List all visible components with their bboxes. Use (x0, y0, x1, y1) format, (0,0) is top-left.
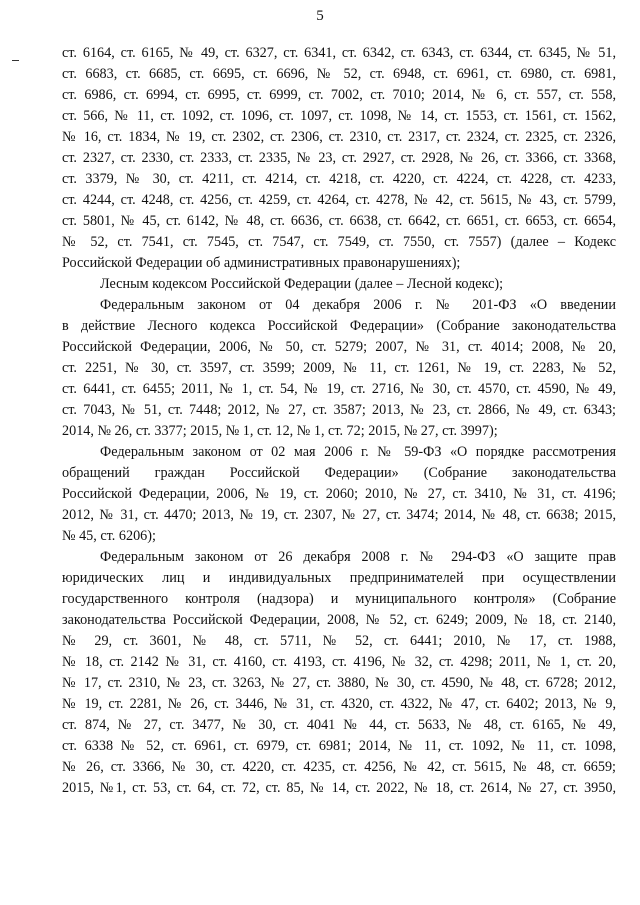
text-line: в действие Лесного кодекса Российской Федерации» (Собрание законодательства (62, 318, 616, 334)
text-line: ст. 6164, ст. 6165, № 49, ст. 6327, ст. 6341, ст. 6342, ст. 6343, ст. 6344, ст. 6345, № 51, (62, 45, 616, 61)
text-line: ст. 874, № 27, ст. 3477, № 30, ст. 4041 № 44, ст. 5633, № 48, ст. 6165, № 49, (62, 717, 616, 733)
page-number: 5 (316, 8, 324, 24)
text-line: ст. 566, № 11, ст. 1092, ст. 1096, ст. 1097, ст. 1098, № 14, ст. 1553, ст. 1561, ст. 1562, (62, 108, 616, 124)
text-line: № 19, ст. 2281, № 26, ст. 3446, № 31, ст. 4320, ст. 4322, № 47, ст. 6402; 2013, № 9, (62, 696, 616, 712)
text-line: ст. 6986, ст. 6994, ст. 6995, ст. 6999, ст. 7002, ст. 7010; 2014, № 6, ст. 557, ст. 558, (62, 87, 616, 103)
text-line: № 18, ст. 2142 № 31, ст. 4160, ст. 4193, ст. 4196, № 32, ст. 4298; 2011, № 1, ст. 20, (62, 654, 616, 670)
text-line: ст. 6441, ст. 6455; 2011, № 1, ст. 54, № 19, ст. 2716, № 30, ст. 4570, ст. 4590, № 49, (62, 381, 616, 397)
text-line: 2014, № 26, ст. 3377; 2015, № 1, ст. 12, № 1, ст. 72; 2015, № 27, ст. 3997); (62, 423, 498, 439)
text-line: 2012, № 31, ст. 4470; 2013, № 19, ст. 2307, № 27, ст. 3474; 2014, № 48, ст. 6638; 2015, (62, 507, 616, 523)
text-line: № 16, ст. 1834, № 19, ст. 2302, ст. 2306, ст. 2310, ст. 2317, ст. 2324, ст. 2325, ст. 2326, (62, 129, 616, 145)
document-body (62, 43, 616, 799)
text-line: Российской Федерации об административных правонарушениях); (62, 255, 461, 271)
text-line: Российской Федерации, 2006, № 19, ст. 2060; 2010, № 27, ст. 3410, № 31, ст. 4196; (62, 486, 616, 502)
text-line: ст. 4244, ст. 4248, ст. 4256, ст. 4259, ст. 4264, ст. 4278, № 42, ст. 5615, № 43, ст. 5799, (62, 192, 616, 208)
text-line: Федеральным законом от 26 декабря 2008 г. № 294-ФЗ «О защите прав (100, 549, 616, 565)
text-line: Федеральным законом от 02 мая 2006 г. № 59-ФЗ «О порядке рассмотрения (100, 444, 616, 460)
text-line: ст. 2327, ст. 2330, ст. 2333, ст. 2335, № 23, ст. 2927, ст. 2928, № 26, ст. 3366, ст. 3368, (62, 150, 616, 166)
text-line: № 17, ст. 2310, № 23, ст. 3263, № 27, ст. 3880, № 30, ст. 4590, № 48, ст. 6728; 2012, (62, 675, 616, 691)
text-line: № 26, ст. 3366, № 30, ст. 4220, ст. 4235, ст. 4256, № 42, ст. 5615, № 48, ст. 6659; (62, 759, 616, 775)
text-line: ст. 6683, ст. 6685, ст. 6695, ст. 6696, № 52, ст. 6948, ст. 6961, ст. 6980, ст. 6981, (62, 66, 616, 82)
text-line: законодательства Российской Федерации, 2008, № 52, ст. 6249; 2009, № 18, ст. 2140, (62, 612, 616, 628)
text-line: № 52, ст. 7541, ст. 7545, ст. 7547, ст. 7549, ст. 7550, ст. 7557) (далее – Кодекс (62, 234, 616, 250)
text-line: юридических лиц и индивидуальных предпринимателей при осуществлении (62, 570, 616, 586)
text-line: Российской Федерации, 2006, № 50, ст. 5279; 2007, № 31, ст. 4014; 2008, № 20, (62, 339, 616, 355)
text-line: ст. 6338 № 52, ст. 6961, ст. 6979, ст. 6981; 2014, № 11, ст. 1092, № 11, ст. 1098, (62, 738, 616, 754)
margin-mark (12, 60, 19, 61)
text-line: ст. 5801, № 45, ст. 6142, № 48, ст. 6636, ст. 6638, ст. 6642, ст. 6651, ст. 6653, ст. 6654, (62, 213, 616, 229)
text-line: № 45, ст. 6206); (62, 528, 156, 544)
text-line: 2015, №1, ст. 53, ст. 64, ст. 72, ст. 85, № 14, ст. 2022, № 18, ст. 2614, № 27, ст. 3950, (62, 780, 616, 796)
text-line: Лесным кодексом Российской Федерации (далее – Лесной кодекс); (100, 276, 504, 292)
text-line: ст. 3379, № 30, ст. 4211, ст. 4214, ст. 4218, ст. 4220, ст. 4224, ст. 4228, ст. 4233, (62, 171, 616, 187)
text-line: ст. 7043, № 51, ст. 7448; 2012, № 27, ст. 3587; 2013, № 23, ст. 2866, № 49, ст. 6343; (62, 402, 616, 418)
text-line: ст. 2251, № 30, ст. 3597, ст. 3599; 2009, № 11, ст. 1261, № 19, ст. 2283, № 52, (62, 360, 616, 376)
text-line: государственного контроля (надзора) и муниципального контроля» (Собрание (62, 591, 616, 607)
text-line: обращений граждан Российской Федерации» (Собрание законодательства (62, 465, 616, 481)
text-line: № 29, ст. 3601, № 48, ст. 5711, № 52, ст. 6441; 2010, № 17, ст. 1988, (62, 633, 616, 649)
text-line: Федеральным законом от 04 декабря 2006 г. № 201-ФЗ «О введении (100, 297, 616, 313)
